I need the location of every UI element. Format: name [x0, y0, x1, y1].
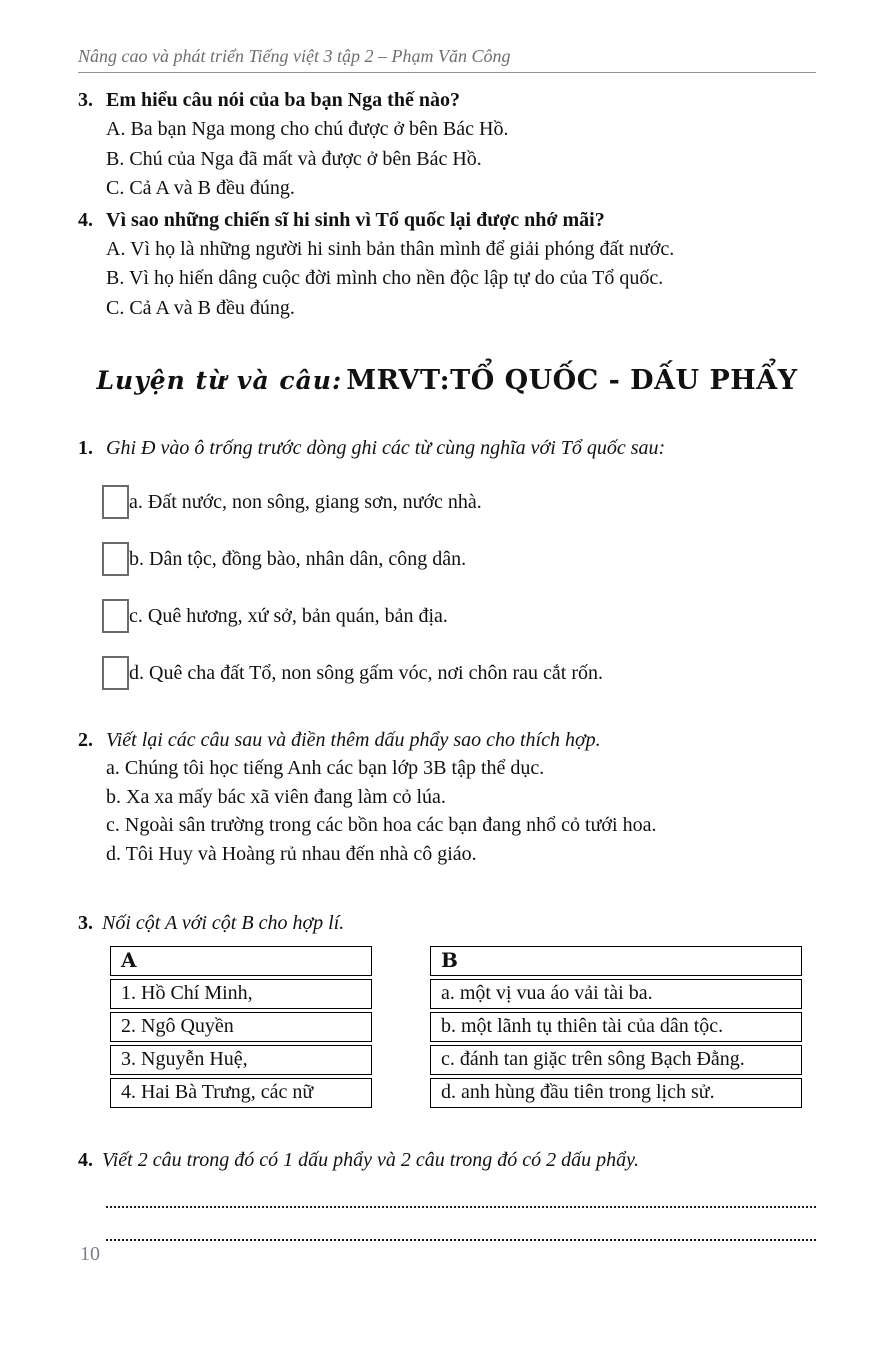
checkbox-item-c: [102, 599, 816, 633]
answer-option: A. Ba bạn Nga mong cho chú được ở bên Bác Hồ.: [106, 118, 509, 140]
question-number: 4.: [78, 208, 93, 231]
exercise-2: [78, 726, 816, 868]
question-heading: [78, 206, 816, 235]
checkbox-item-label: d. Quê cha đất Tổ, non sông gấm vóc, nơi chôn rau cắt rốn.: [129, 662, 603, 684]
table-b-header: B: [430, 946, 802, 976]
section-title: [78, 365, 816, 396]
checkbox-item-label: b. Dân tộc, đồng bào, nhân dân, công dân.: [129, 548, 467, 570]
exercise-prompt: [78, 726, 816, 754]
table-b-row: c. đánh tan giặc trên sông Bạch Đằng.: [430, 1045, 802, 1075]
answer-option: C. Cả A và B đều đúng.: [106, 296, 295, 319]
exercise-number: 2.: [78, 729, 93, 751]
table-b-row: b. một lãnh tụ thiên tài của dân tộc.: [430, 1012, 802, 1042]
match-table-a: [110, 946, 372, 1111]
answer-option: B. Chú của Nga đã mất và được ở bên Bác Hồ.: [106, 147, 482, 170]
checkbox-item-d: [102, 656, 816, 690]
exercise-number: 4.: [78, 1149, 93, 1171]
reading-question-3: [78, 86, 816, 204]
reading-question-4: [78, 206, 816, 324]
exercise-3: [78, 909, 816, 1111]
table-b-row: d. anh hùng đầu tiên trong lịch sử.: [430, 1078, 802, 1108]
exercise-prompt: [78, 434, 816, 462]
match-table-b: [430, 946, 802, 1111]
checkbox-item-b: [102, 542, 816, 576]
exercise-prompt-text: Ghi Đ vào ô trống trước dòng ghi các từ cùng nghĩa với Tổ quốc sau:: [106, 437, 666, 459]
answer-checkbox[interactable]: [102, 656, 129, 690]
exercise-number: 3.: [78, 912, 93, 934]
checkbox-item-label: c. Quê hương, xứ sở, bản quán, bản địa.: [129, 605, 448, 627]
table-a-row: 1. Hồ Chí Minh,: [110, 979, 372, 1009]
answer-checkbox[interactable]: [102, 542, 129, 576]
answer-write-line[interactable]: [106, 1206, 816, 1208]
answer-option: C. Cả A và B đều đúng.: [106, 177, 295, 199]
checkbox-item-label: a. Đất nước, non sông, giang sơn, nước nhà.: [129, 491, 482, 513]
answer-option: A. Vì họ là những người hi sinh bản thân mình để giải phóng đất nước.: [106, 237, 675, 260]
exercise-number: 1.: [78, 437, 93, 459]
exercise-4: [78, 1146, 816, 1241]
sentence-item: d. Tôi Huy và Hoàng rủ nhau đến nhà cô giáo.: [106, 842, 477, 865]
running-header: [78, 46, 816, 73]
running-header-text: Nâng cao và phát triển Tiếng việt 3 tập 2 – Phạm Văn Công: [78, 46, 511, 66]
question-text: Em hiểu câu nói của ba bạn Nga thế nào?: [106, 89, 460, 111]
section-title-main: MRVT:TỔ QUỐC - DẤU PHẨY: [346, 365, 798, 396]
answer-option: B. Vì họ hiến dâng cuộc đời mình cho nền độc lập tự do của Tổ quốc.: [106, 267, 664, 289]
table-a-row: 3. Nguyễn Huệ,: [110, 1045, 372, 1075]
page-number: 10: [80, 1243, 100, 1265]
table-a-row: 2. Ngô Quyền: [110, 1012, 372, 1042]
exercise-prompt-text: Viết 2 câu trong đó có 1 dấu phẩy và 2 câu trong đó có 2 dấu phẩy.: [102, 1149, 639, 1171]
table-a-row: 4. Hai Bà Trưng, các nữ: [110, 1078, 372, 1108]
exercise-1: [78, 434, 816, 690]
table-b-row: a. một vị vua áo vải tài ba.: [430, 979, 802, 1009]
question-text: Vì sao những chiến sĩ hi sinh vì Tổ quốc lại được nhớ mãi?: [106, 208, 605, 231]
section-title-script: Luyện từ và câu:: [96, 366, 343, 395]
table-a-header: A: [110, 946, 372, 976]
sentence-item: b. Xa xa mấy bác xã viên đang làm cỏ lúa.: [106, 785, 446, 808]
exercise-prompt: [78, 1146, 816, 1174]
matching-tables: [110, 946, 816, 1111]
answer-write-line[interactable]: [106, 1239, 816, 1241]
exercise-prompt: [78, 909, 816, 937]
answer-checkbox[interactable]: [102, 599, 129, 633]
exercise-prompt-text: Viết lại các câu sau và điền thêm dấu phẩy sao cho thích hợp.: [106, 729, 601, 751]
question-number: 3.: [78, 89, 93, 111]
sentence-item: c. Ngoài sân trường trong các bồn hoa các bạn đang nhổ cỏ tưới hoa.: [106, 814, 657, 836]
exercise-prompt-text: Nối cột A với cột B cho hợp lí.: [102, 912, 345, 934]
sentence-item: a. Chúng tôi học tiếng Anh các bạn lớp 3B tập thể dục.: [106, 757, 545, 779]
checkbox-item-a: [102, 485, 816, 519]
question-heading: [78, 86, 816, 115]
answer-checkbox[interactable]: [102, 485, 129, 519]
